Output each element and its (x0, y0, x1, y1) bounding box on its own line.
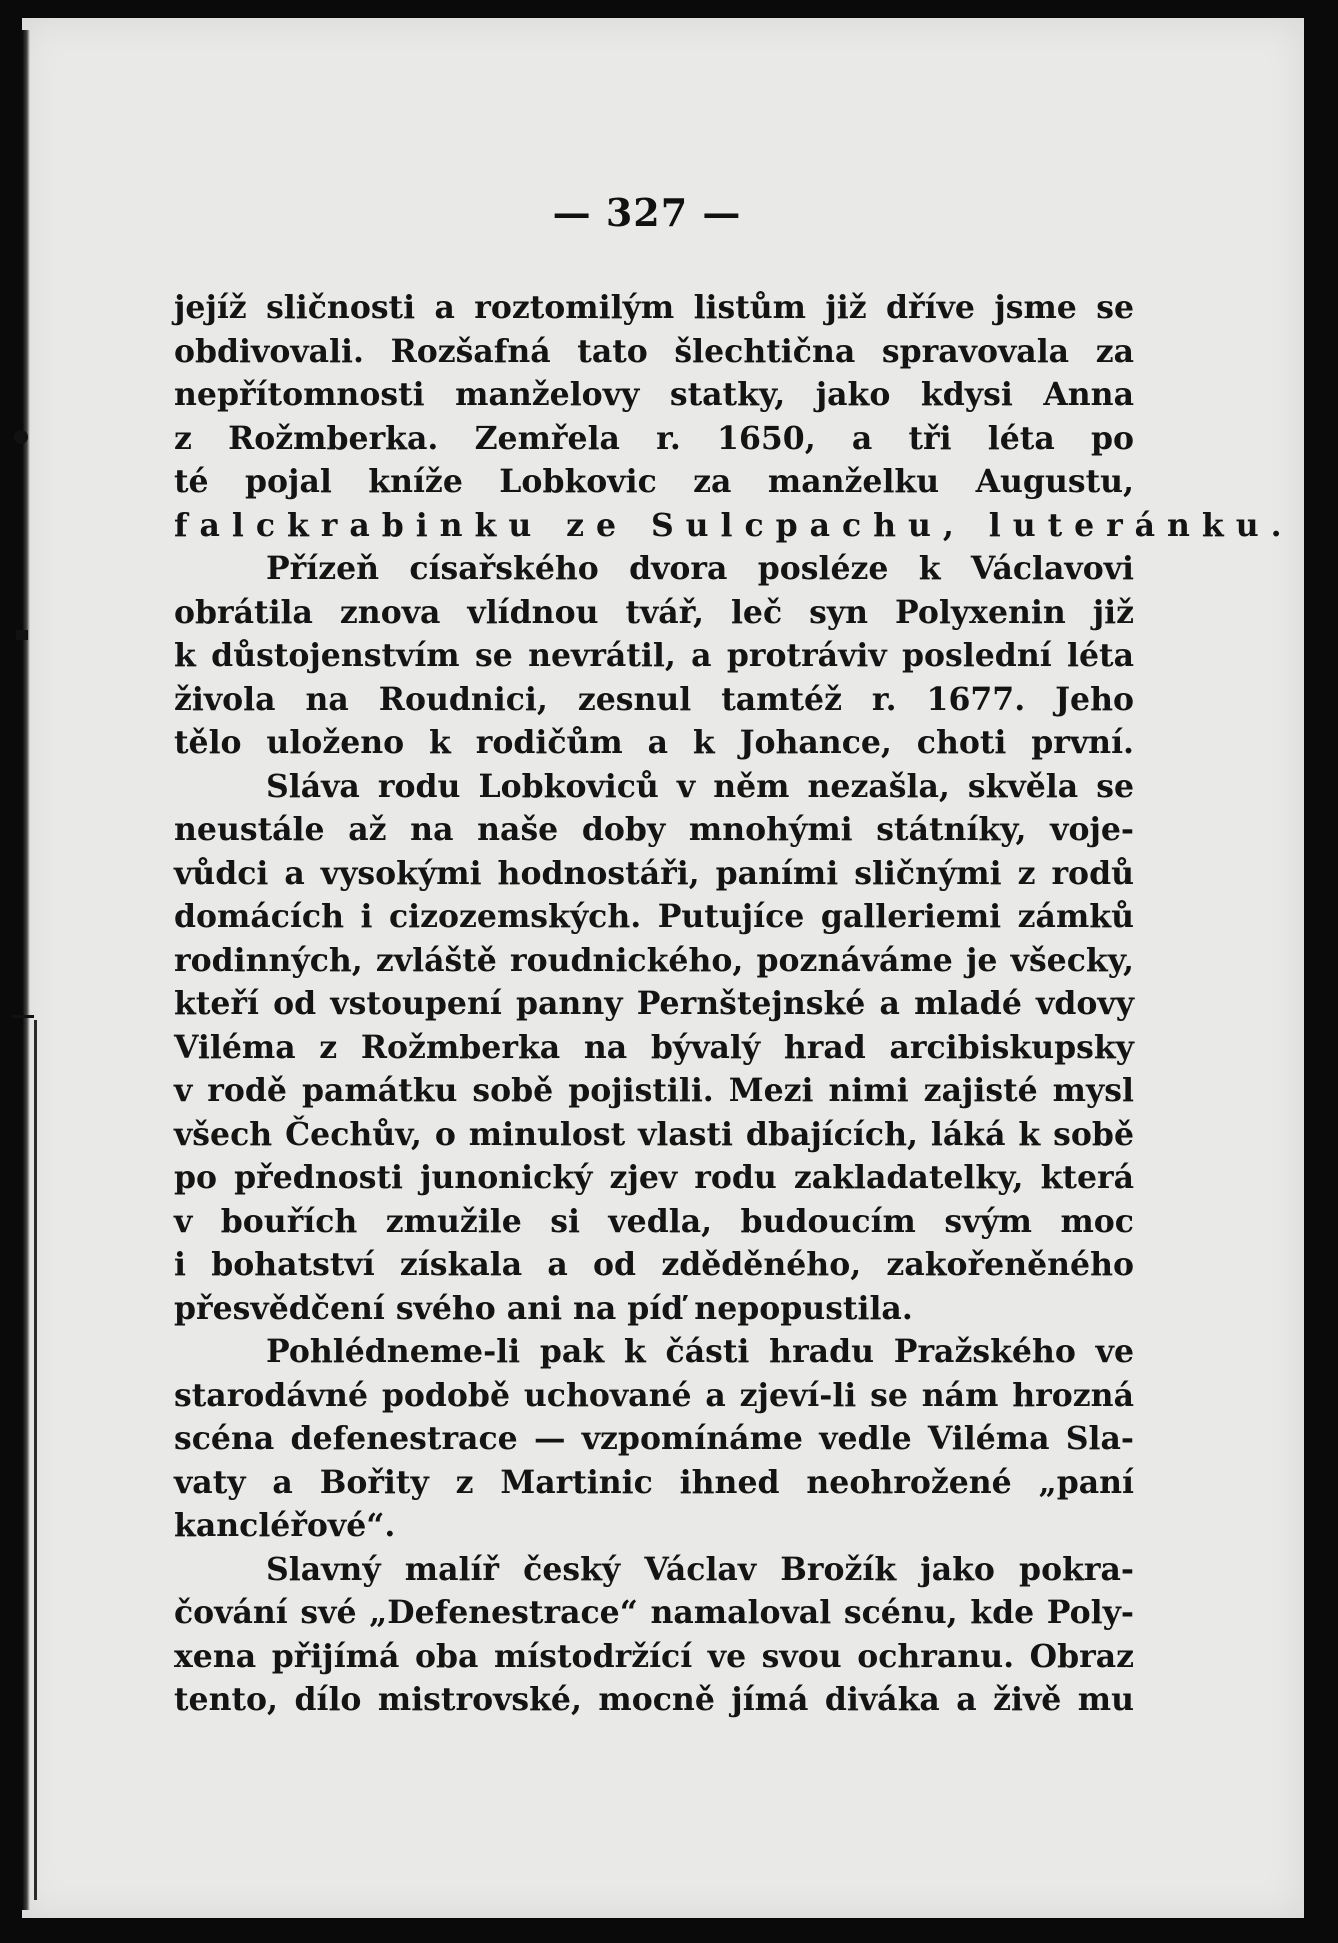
binding-mark (34, 1020, 37, 1900)
text-line-4: z Rožmberka. Zemřela r. 1650, a tři léta po (174, 419, 1134, 457)
text-line-26: starodávné podobě uchované a zjeví-li se nám hrozná (174, 1376, 1134, 1414)
text-line-3: nepřítomnosti manželovy statky, jako kdysi Anna (174, 376, 1134, 413)
text-line-10: živola na Roudnici, zesnul tamtéž r. 1677. Jeho (174, 680, 1134, 718)
text-line-8: obrátila znova vlídnou tvář, leč syn Polyxenin již (174, 593, 1134, 631)
text-line-15: domácích i cizozemských. Putujíce galleriemi zámků (174, 898, 1134, 935)
text-line-9: k důstojenstvím se nevrátil, a protráviv poslední léta (174, 637, 1134, 674)
text-line-11: tělo uloženo k rodičům a k Johance, choti první. (174, 724, 1134, 761)
text-line-28: vaty a Bořity z Martinic ihned neohrožené „paní (174, 1463, 1134, 1501)
binding-mark (12, 1015, 34, 1018)
text-line-1: jejíž sličnosti a roztomilým listům již dříve jsme se (174, 289, 1134, 326)
text-line-7: Přízeň císařského dvora posléze k Václavovi (266, 550, 1134, 587)
binding-mark (14, 430, 28, 444)
page-edge-shadow (22, 30, 30, 1910)
text-line-32: xena přijímá oba místodržící ve svou ochranu. Obraz (174, 1637, 1134, 1675)
binding-mark (16, 630, 28, 640)
text-line-17: kteří od vstoupení panny Pernštejnské a mladé vdovy (174, 985, 1134, 1022)
text-line-21: po přednosti junonický zjev rodu zakladatelky, která (174, 1159, 1134, 1196)
text-line-30: Slavný malíř český Václav Brožík jako pokra- (266, 1550, 1134, 1588)
text-line-24: přesvědčení svého ani na píď nepopustila. (174, 1289, 913, 1327)
text-line-12: Sláva rodu Lobkoviců v něm nezašla, skvěla se (266, 767, 1134, 805)
text-line-6: falckrabinku ze Sulcpachu, luteránku. (174, 506, 1294, 544)
text-line-22: v bouřích zmužile si vedla, budoucím svým moc (174, 1202, 1134, 1240)
text-line-2: obdivovali. Rozšafná tato šlechtična spravovala za (174, 332, 1134, 370)
text-line-27: scéna defenestrace — vzpomínáme vedle Viléma Sla- (174, 1420, 1134, 1457)
text-line-5: té pojal kníže Lobkovic za manželku Augustu, (174, 463, 1134, 500)
text-line-33: tento, dílo mistrovské, mocně jímá diváka a živě mu (174, 1681, 1134, 1718)
text-line-16: rodinných, zvláště roudnického, poznáváme je všecky, (174, 941, 1134, 979)
text-line-13: neustále až na naše doby mnohými státníky, voje- (174, 811, 1134, 848)
page-number: — 327 — (552, 190, 742, 235)
text-line-20: všech Čechův, o minulost vlasti dbajících, láká k sobě (174, 1115, 1134, 1153)
text-line-25: Pohlédneme-li pak k části hradu Pražského ve (266, 1333, 1134, 1370)
text-line-19: v rodě památku sobě pojistili. Mezi nimi zajisté mysl (174, 1072, 1134, 1109)
text-line-14: vůdci a vysokými hodnostáři, paními sličnými z rodů (174, 854, 1134, 892)
text-line-23: i bohatství získala a od zděděného, zakořeněného (174, 1246, 1134, 1283)
text-line-31: čování své „Defenestrace“ namaloval scénu, kde Poly- (174, 1594, 1134, 1631)
text-line-18: Viléma z Rožmberka na bývalý hrad arcibiskupsky (174, 1028, 1134, 1066)
body-text (174, 286, 1294, 1722)
book-page (22, 18, 1304, 1918)
text-line-29: kancléřové“. (174, 1507, 396, 1544)
